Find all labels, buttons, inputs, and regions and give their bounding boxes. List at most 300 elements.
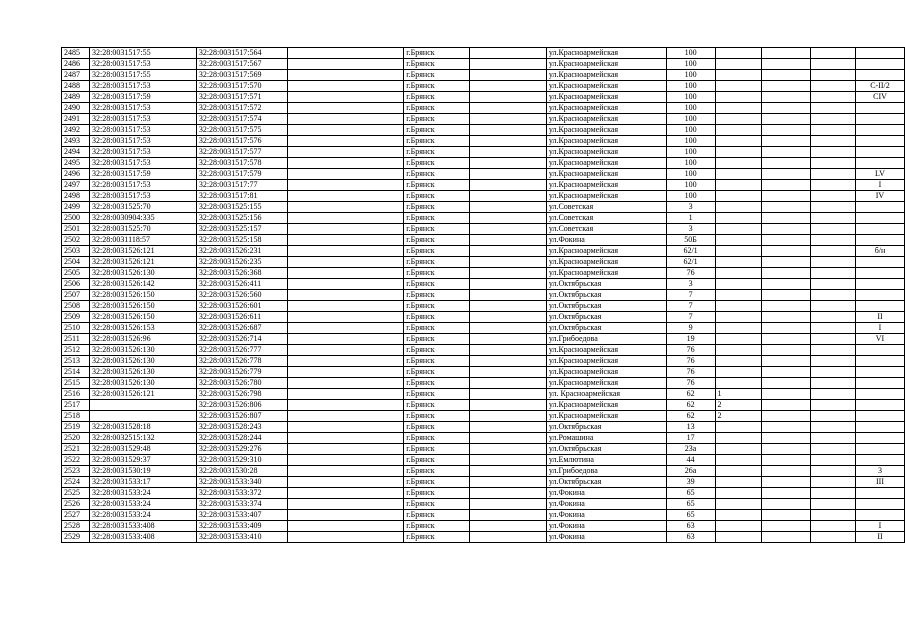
premises-number <box>856 400 905 411</box>
cadastral-number: 32:28:0031526:779 <box>196 367 287 378</box>
city: г.Брянск <box>404 312 470 323</box>
blank-cell <box>811 356 856 367</box>
blank-cell <box>470 48 547 59</box>
row-number: 2524 <box>62 477 90 488</box>
premises-number: С-II/2 <box>856 81 905 92</box>
blank-cell <box>811 59 856 70</box>
house-number: 7 <box>666 290 715 301</box>
row-number: 2514 <box>62 367 90 378</box>
table-row <box>62 301 905 312</box>
cadastral-number: 32:28:0031517:81 <box>196 191 287 202</box>
table-row <box>62 455 905 466</box>
source-cadastral-number: 32:28:0031526:150 <box>89 301 196 312</box>
blank-cell <box>811 191 856 202</box>
cadastral-number: 32:28:0031517:564 <box>196 48 287 59</box>
premises-number <box>856 279 905 290</box>
street: ул.Советская <box>546 224 666 235</box>
unit-number <box>715 367 762 378</box>
blank-cell <box>287 147 404 158</box>
blank-cell <box>287 213 404 224</box>
table-row <box>62 70 905 81</box>
blank-cell <box>470 389 547 400</box>
premises-number: IV <box>856 191 905 202</box>
premises-number <box>856 422 905 433</box>
blank-cell <box>762 70 811 81</box>
city: г.Брянск <box>404 169 470 180</box>
house-number: 7 <box>666 301 715 312</box>
city: г.Брянск <box>404 290 470 301</box>
cadastral-number: 32:28:0031517:578 <box>196 158 287 169</box>
table-row <box>62 92 905 103</box>
unit-number <box>715 268 762 279</box>
row-number: 2499 <box>62 202 90 213</box>
house-number: 100 <box>666 136 715 147</box>
table-row <box>62 268 905 279</box>
source-cadastral-number: 32:28:0031526:121 <box>89 257 196 268</box>
city: г.Брянск <box>404 268 470 279</box>
unit-number: 2 <box>715 411 762 422</box>
row-number: 2516 <box>62 389 90 400</box>
table-row <box>62 48 905 59</box>
blank-cell <box>287 235 404 246</box>
row-number: 2495 <box>62 158 90 169</box>
table-row <box>62 114 905 125</box>
street: ул.Октябрьская <box>546 477 666 488</box>
blank-cell <box>762 92 811 103</box>
blank-cell <box>470 279 547 290</box>
city: г.Брянск <box>404 246 470 257</box>
blank-cell <box>762 400 811 411</box>
unit-number <box>715 59 762 70</box>
cadastral-number: 32:28:0031517:577 <box>196 147 287 158</box>
house-number: 63 <box>666 521 715 532</box>
city: г.Брянск <box>404 202 470 213</box>
premises-number: III <box>856 477 905 488</box>
blank-cell <box>470 378 547 389</box>
table-row <box>62 444 905 455</box>
blank-cell <box>762 235 811 246</box>
blank-cell <box>287 389 404 400</box>
unit-number <box>715 477 762 488</box>
city: г.Брянск <box>404 422 470 433</box>
city: г.Брянск <box>404 455 470 466</box>
source-cadastral-number: 32:28:0031517:53 <box>89 180 196 191</box>
row-number: 2505 <box>62 268 90 279</box>
street: ул.Фокина <box>546 532 666 543</box>
blank-cell <box>470 466 547 477</box>
unit-number <box>715 158 762 169</box>
row-number: 2489 <box>62 92 90 103</box>
premises-number <box>856 378 905 389</box>
house-number: 17 <box>666 433 715 444</box>
cadastral-number: 32:28:0031530:28 <box>196 466 287 477</box>
blank-cell <box>470 268 547 279</box>
blank-cell <box>762 510 811 521</box>
blank-cell <box>762 477 811 488</box>
table-row <box>62 400 905 411</box>
street: ул.Октябрьская <box>546 312 666 323</box>
table-row <box>62 224 905 235</box>
blank-cell <box>811 433 856 444</box>
blank-cell <box>287 169 404 180</box>
source-cadastral-number: 32:28:0031118:57 <box>89 235 196 246</box>
row-number: 2511 <box>62 334 90 345</box>
premises-number <box>856 455 905 466</box>
row-number: 2487 <box>62 70 90 81</box>
source-cadastral-number: 32:28:0031526:153 <box>89 323 196 334</box>
street: ул.Красноармейская <box>546 169 666 180</box>
blank-cell <box>470 367 547 378</box>
unit-number <box>715 246 762 257</box>
city: г.Брянск <box>404 345 470 356</box>
premises-number: 3 <box>856 466 905 477</box>
city: г.Брянск <box>404 235 470 246</box>
unit-number <box>715 466 762 477</box>
unit-number <box>715 499 762 510</box>
premises-number: VI <box>856 334 905 345</box>
cadastral-number: 32:28:0031526:368 <box>196 268 287 279</box>
blank-cell <box>470 356 547 367</box>
street: ул.Красноармейская <box>546 257 666 268</box>
row-number: 2527 <box>62 510 90 521</box>
blank-cell <box>287 301 404 312</box>
row-number: 2491 <box>62 114 90 125</box>
street: ул.Красноармейская <box>546 180 666 191</box>
premises-number <box>856 356 905 367</box>
blank-cell <box>470 70 547 81</box>
blank-cell <box>287 367 404 378</box>
unit-number <box>715 488 762 499</box>
blank-cell <box>470 180 547 191</box>
blank-cell <box>287 521 404 532</box>
source-cadastral-number: 32:28:0031525:70 <box>89 224 196 235</box>
house-number: 100 <box>666 81 715 92</box>
blank-cell <box>470 114 547 125</box>
unit-number <box>715 169 762 180</box>
blank-cell <box>287 114 404 125</box>
unit-number <box>715 202 762 213</box>
blank-cell <box>287 422 404 433</box>
city: г.Брянск <box>404 433 470 444</box>
blank-cell <box>811 466 856 477</box>
street: ул.Красноармейская <box>546 48 666 59</box>
cadastral-number: 32:28:0031525:155 <box>196 202 287 213</box>
blank-cell <box>762 466 811 477</box>
row-number: 2512 <box>62 345 90 356</box>
table-row <box>62 81 905 92</box>
cadastral-number: 32:28:0031526:235 <box>196 257 287 268</box>
blank-cell <box>287 81 404 92</box>
source-cadastral-number: 32:28:0031517:53 <box>89 103 196 114</box>
blank-cell <box>811 444 856 455</box>
table-row <box>62 477 905 488</box>
city: г.Брянск <box>404 477 470 488</box>
table-row <box>62 323 905 334</box>
blank-cell <box>811 301 856 312</box>
blank-cell <box>811 455 856 466</box>
blank-cell <box>470 81 547 92</box>
unit-number <box>715 70 762 81</box>
source-cadastral-number: 32:28:0031517:53 <box>89 81 196 92</box>
house-number: 100 <box>666 180 715 191</box>
unit-number <box>715 444 762 455</box>
street: ул.Красноармейская <box>546 59 666 70</box>
blank-cell <box>762 246 811 257</box>
unit-number <box>715 521 762 532</box>
blank-cell <box>811 279 856 290</box>
blank-cell <box>762 422 811 433</box>
blank-cell <box>811 411 856 422</box>
blank-cell <box>811 92 856 103</box>
blank-cell <box>811 246 856 257</box>
source-cadastral-number: 32:28:0031517:53 <box>89 136 196 147</box>
source-cadastral-number: 32:28:0031517:53 <box>89 125 196 136</box>
street: ул.Красноармейская <box>546 246 666 257</box>
blank-cell <box>762 103 811 114</box>
blank-cell <box>470 92 547 103</box>
blank-cell <box>811 224 856 235</box>
cadastral-number: 32:28:0031526:777 <box>196 345 287 356</box>
cadastral-number: 32:28:0031526:560 <box>196 290 287 301</box>
blank-cell <box>811 81 856 92</box>
blank-cell <box>470 290 547 301</box>
blank-cell <box>287 224 404 235</box>
blank-cell <box>762 213 811 224</box>
row-number: 2507 <box>62 290 90 301</box>
blank-cell <box>762 301 811 312</box>
blank-cell <box>470 235 547 246</box>
street: ул.Красноармейская <box>546 81 666 92</box>
cadastral-number: 32:28:0031533:410 <box>196 532 287 543</box>
blank-cell <box>811 532 856 543</box>
city: г.Брянск <box>404 59 470 70</box>
source-cadastral-number: 32:28:0031526:130 <box>89 356 196 367</box>
blank-cell <box>811 488 856 499</box>
blank-cell <box>470 169 547 180</box>
cadastral-number: 32:28:0031533:340 <box>196 477 287 488</box>
blank-cell <box>811 147 856 158</box>
table-row <box>62 290 905 301</box>
blank-cell <box>762 48 811 59</box>
blank-cell <box>811 499 856 510</box>
city: г.Брянск <box>404 257 470 268</box>
premises-number <box>856 59 905 70</box>
blank-cell <box>287 400 404 411</box>
street: ул.Красноармейская <box>546 70 666 81</box>
blank-cell <box>470 246 547 257</box>
cadastral-number: 32:28:0031526:806 <box>196 400 287 411</box>
city: г.Брянск <box>404 48 470 59</box>
blank-cell <box>811 521 856 532</box>
table-row <box>62 202 905 213</box>
city: г.Брянск <box>404 136 470 147</box>
unit-number <box>715 422 762 433</box>
source-cadastral-number: 32:28:0031517:59 <box>89 169 196 180</box>
blank-cell <box>811 422 856 433</box>
source-cadastral-number: 32:28:0032515:132 <box>89 433 196 444</box>
table-row <box>62 169 905 180</box>
unit-number <box>715 455 762 466</box>
street: ул.Красноармейская <box>546 158 666 169</box>
blank-cell <box>287 125 404 136</box>
blank-cell <box>762 345 811 356</box>
house-number: 100 <box>666 114 715 125</box>
unit-number <box>715 180 762 191</box>
blank-cell <box>811 103 856 114</box>
row-number: 2509 <box>62 312 90 323</box>
row-number: 2488 <box>62 81 90 92</box>
unit-number <box>715 510 762 521</box>
city: г.Брянск <box>404 92 470 103</box>
cadastral-number: 32:28:0031517:567 <box>196 59 287 70</box>
street: ул.Красноармейская <box>546 345 666 356</box>
premises-number: I <box>856 521 905 532</box>
blank-cell <box>811 180 856 191</box>
house-number: 50Б <box>666 235 715 246</box>
blank-cell <box>762 268 811 279</box>
blank-cell <box>287 433 404 444</box>
blank-cell <box>470 213 547 224</box>
house-number: 62 <box>666 389 715 400</box>
blank-cell <box>762 444 811 455</box>
house-number: 13 <box>666 422 715 433</box>
blank-cell <box>287 246 404 257</box>
blank-cell <box>287 411 404 422</box>
street: ул.Октябрьская <box>546 279 666 290</box>
premises-number <box>856 257 905 268</box>
source-cadastral-number: 32:28:0031517:59 <box>89 92 196 103</box>
blank-cell <box>287 378 404 389</box>
blank-cell <box>470 125 547 136</box>
house-number: 26а <box>666 466 715 477</box>
blank-cell <box>287 499 404 510</box>
house-number: 76 <box>666 356 715 367</box>
blank-cell <box>811 48 856 59</box>
blank-cell <box>762 290 811 301</box>
source-cadastral-number: 32:28:0031533:24 <box>89 510 196 521</box>
source-cadastral-number: 32:28:0031526:121 <box>89 389 196 400</box>
cadastral-number: 32:28:0031517:575 <box>196 125 287 136</box>
cadastral-number: 32:28:0031529:276 <box>196 444 287 455</box>
blank-cell <box>470 59 547 70</box>
cadastral-number: 32:28:0031517:570 <box>196 81 287 92</box>
table-row <box>62 499 905 510</box>
cadastral-number: 32:28:0031526:798 <box>196 389 287 400</box>
premises-number <box>856 290 905 301</box>
blank-cell <box>762 147 811 158</box>
row-number: 2501 <box>62 224 90 235</box>
unit-number: 1 <box>715 389 762 400</box>
property-register-table <box>61 47 905 543</box>
source-cadastral-number: 32:28:0031526:96 <box>89 334 196 345</box>
street: ул.Красноармейская <box>546 114 666 125</box>
blank-cell <box>287 202 404 213</box>
source-cadastral-number: 32:28:0031528:18 <box>89 422 196 433</box>
table-row <box>62 125 905 136</box>
source-cadastral-number: 32:28:0031526:130 <box>89 378 196 389</box>
house-number: 65 <box>666 499 715 510</box>
blank-cell <box>470 191 547 202</box>
premises-number <box>856 70 905 81</box>
blank-cell <box>811 323 856 334</box>
blank-cell <box>470 301 547 312</box>
blank-cell <box>470 312 547 323</box>
city: г.Брянск <box>404 389 470 400</box>
blank-cell <box>811 312 856 323</box>
house-number: 76 <box>666 378 715 389</box>
row-number: 2486 <box>62 59 90 70</box>
street: ул.Фокина <box>546 235 666 246</box>
city: г.Брянск <box>404 70 470 81</box>
unit-number <box>715 81 762 92</box>
blank-cell <box>762 323 811 334</box>
row-number: 2504 <box>62 257 90 268</box>
street: ул.Емлютина <box>546 455 666 466</box>
street: ул.Октябрьская <box>546 422 666 433</box>
unit-number <box>715 92 762 103</box>
blank-cell <box>287 180 404 191</box>
table-row <box>62 246 905 257</box>
city: г.Брянск <box>404 378 470 389</box>
blank-cell <box>470 323 547 334</box>
blank-cell <box>287 279 404 290</box>
blank-cell <box>287 48 404 59</box>
house-number: 100 <box>666 92 715 103</box>
row-number: 2515 <box>62 378 90 389</box>
premises-number <box>856 389 905 400</box>
source-cadastral-number: 32:28:0031533:408 <box>89 532 196 543</box>
blank-cell <box>762 158 811 169</box>
city: г.Брянск <box>404 510 470 521</box>
blank-cell <box>287 158 404 169</box>
city: г.Брянск <box>404 356 470 367</box>
city: г.Брянск <box>404 488 470 499</box>
unit-number <box>715 235 762 246</box>
blank-cell <box>470 345 547 356</box>
blank-cell <box>470 488 547 499</box>
unit-number <box>715 378 762 389</box>
unit-number <box>715 290 762 301</box>
street: ул.Красноармейская <box>546 356 666 367</box>
row-number: 2498 <box>62 191 90 202</box>
blank-cell <box>762 367 811 378</box>
blank-cell <box>287 191 404 202</box>
blank-cell <box>287 70 404 81</box>
blank-cell <box>811 235 856 246</box>
table-row <box>62 59 905 70</box>
street: ул.Октябрьская <box>546 290 666 301</box>
street: ул.Октябрьская <box>546 301 666 312</box>
house-number: 39 <box>666 477 715 488</box>
blank-cell <box>287 312 404 323</box>
blank-cell <box>811 125 856 136</box>
blank-cell <box>811 213 856 224</box>
row-number: 2523 <box>62 466 90 477</box>
source-cadastral-number: 32:28:0031533:24 <box>89 488 196 499</box>
premises-number <box>856 224 905 235</box>
source-cadastral-number: 32:28:0031517:53 <box>89 147 196 158</box>
blank-cell <box>762 532 811 543</box>
street: ул.Красноармейская <box>546 191 666 202</box>
row-number: 2517 <box>62 400 90 411</box>
row-number: 2522 <box>62 455 90 466</box>
house-number: 62/1 <box>666 246 715 257</box>
street: ул.Красноармейская <box>546 268 666 279</box>
unit-number <box>715 301 762 312</box>
blank-cell <box>470 411 547 422</box>
premises-number: I <box>856 323 905 334</box>
house-number: 62/1 <box>666 257 715 268</box>
